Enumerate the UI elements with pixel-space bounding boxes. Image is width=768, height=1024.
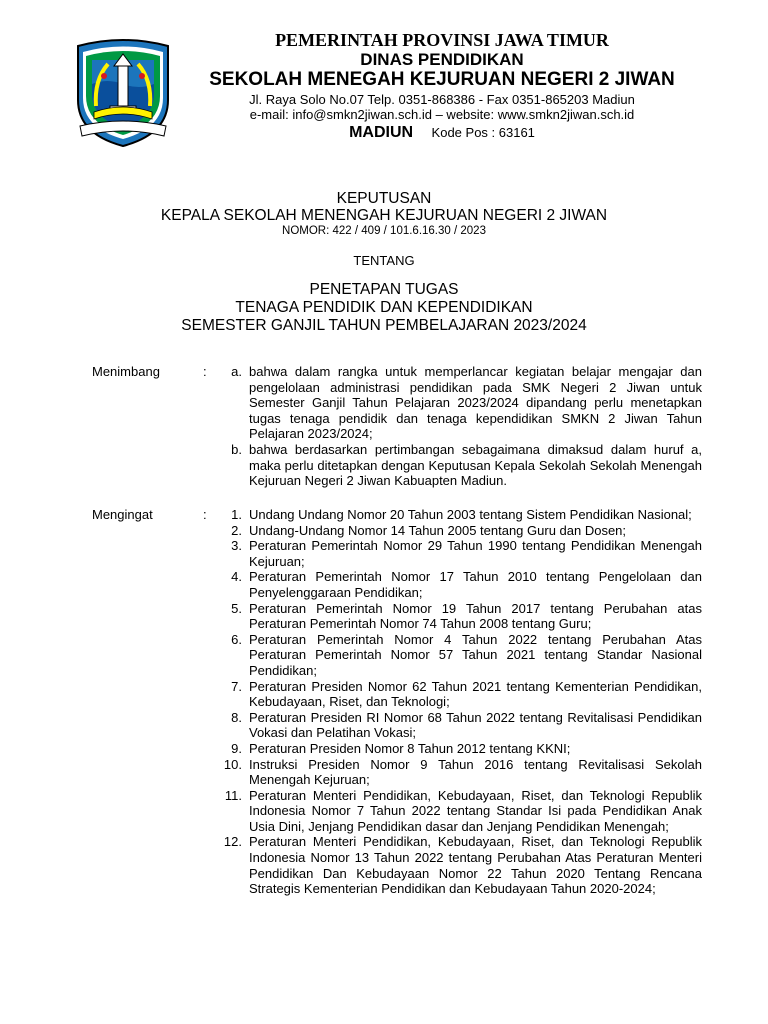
list-item-text: Peraturan Pemerintah Nomor 4 Tahun 2022 tentang Perubahan Atas Peraturan Pemerintah Nomor 57 Tahun 2021 tentang Standar Nasional Pendidikan;: [249, 631, 702, 678]
list-item-text: Instruksi Presiden Nomor 9 Tahun 2016 tentang Revitalisasi Sekolah Menengah Kejuruan;: [249, 756, 702, 788]
decree-issuer: KEPALA SEKOLAH MENENGAH KEJURUAN NEGERI 2 JIWAN: [160, 207, 608, 224]
decree-title: KEPUTUSAN: [336, 190, 432, 207]
list-item-marker: 11.: [224, 787, 242, 803]
decree-subject-line-1: PENETAPAN TUGAS: [309, 281, 459, 298]
letterhead-address: Jl. Raya Solo No.07 Telp. 0351-868386 - Fax 0351-865203 Madiun: [249, 92, 635, 107]
list-item-marker: a.: [231, 364, 242, 379]
letterhead-contact: e-mail: info@smkn2jiwan.sch.id – website: www.smkn2jiwan.sch.id: [249, 107, 635, 122]
list-item-text: Peraturan Pemerintah Nomor 29 Tahun 1990 tentang Pendidikan Menengah Kejuruan;: [249, 538, 702, 569]
list-item-marker: 3.: [231, 538, 242, 554]
list-item-marker: 10.: [223, 756, 242, 772]
letterhead-government: PEMERINTAH PROVINSI JAWA TIMUR: [275, 30, 609, 50]
list-item-text: Peraturan Presiden Nomor 62 Tahun 2021 tentang Kementerian Pendidikan, Kebudayaan, Riset, dan Teknologi;: [249, 678, 702, 710]
letterhead-school-name: SEKOLAH MENEGAH KEJURUAN NEGERI 2 JIWAN: [209, 69, 675, 90]
list-item-marker: 7.: [231, 678, 242, 694]
list-item: [220, 523, 702, 539]
letterhead: [186, 30, 698, 142]
letterhead-department: DINAS PENDIDIKAN: [360, 50, 524, 69]
list-item-marker: 2.: [231, 522, 242, 538]
list-item-marker: b.: [231, 441, 242, 457]
letterhead-postal-code: Kode Pos : 63161: [431, 125, 535, 140]
list-item: [220, 788, 702, 835]
list-item: [220, 679, 702, 710]
list-item-text: Peraturan Pemerintah Nomor 17 Tahun 2010 tentang Pengelolaan dan Penyelenggaraan Pendidikan;: [249, 569, 702, 600]
list-item-text: Peraturan Presiden RI Nomor 68 Tahun 2022 tentang Revitalisasi Pendidikan Vokasi dan Pelatihan Vokasi;: [249, 709, 702, 741]
list-item-marker: 5.: [231, 600, 242, 616]
list-item: [220, 632, 702, 679]
list-item: [220, 757, 702, 788]
list-item-marker: 6.: [231, 631, 242, 647]
decree-subject-line-3: SEMESTER GANJIL TAHUN PEMBELAJARAN 2023/2024: [181, 317, 587, 334]
list-item-marker: 1.: [231, 507, 242, 522]
decree-subject-line-2: TENAGA PENDIDIK DAN KEPENDIDIKAN: [235, 299, 533, 316]
list-item-text: Peraturan Presiden Nomor 8 Tahun 2012 tentang KKNI;: [249, 740, 571, 756]
mengingat-label: Mengingat: [92, 507, 153, 522]
list-item-text: Undang Undang Nomor 20 Tahun 2003 tentang Sistem Pendidikan Nasional;: [249, 507, 692, 522]
list-item-marker: 4.: [231, 569, 242, 585]
mengingat-list: [220, 507, 702, 897]
list-item: [220, 741, 702, 757]
list-item: [220, 364, 702, 442]
menimbang-colon: :: [203, 364, 207, 379]
menimbang-list: [220, 364, 702, 489]
list-item-text: bahwa dalam rangka untuk memperlancar kegiatan belajar mengajar dan pengelolaan administrasi pendidikan pada SMK Negeri 2 Jiwan untuk Semester Ganjil Tahun Pelajaran 2023/2024 dipandang perlu menetapkan tugas tenaga pendidik dan tenaga kependidikan SMKN 2 Jiwan Tahun Pelajaran 2023/2024;: [249, 364, 702, 442]
list-item-marker: 12.: [223, 834, 242, 850]
list-item-text: Peraturan Menteri Pendidikan, Kebudayaan, Riset, dan Teknologi Republik Indonesia Nomor 7 Tahun 2022 tentang Standar Isi pada Pendidikan Anak Usia Dini, Jenjang Pendidikan dasar dan Jenjang Pendidikan Menengah;: [249, 787, 702, 834]
list-item-text: Undang-Undang Nomor 14 Tahun 2005 tentang Guru dan Dosen;: [249, 522, 627, 538]
list-item-text: Peraturan Pemerintah Nomor 19 Tahun 2017 tentang Perubahan atas Peraturan Pemerintah Nomor 74 Tahun 2008 tentang Guru;: [249, 600, 702, 632]
list-item: [220, 538, 702, 569]
list-item: [220, 507, 702, 523]
decree-about-label: TENTANG: [353, 253, 415, 268]
list-item-text: bahwa berdasarkan pertimbangan sebagaimana dimaksud dalam huruf a, maka perlu ditetapkan dengan Keputusan Kepala Sekolah Sekolah Menengah Kejuruan Negeri 2 Jiwan Kabuapten Madiun.: [249, 441, 702, 489]
list-item: [220, 710, 702, 741]
list-item: [220, 442, 702, 489]
menimbang-label: Menimbang: [92, 364, 160, 379]
letterhead-city: MADIUN: [349, 124, 414, 141]
list-item-text: Peraturan Menteri Pendidikan, Kebudayaan, Riset, dan Teknologi Republik Indonesia Nomor 13 Tahun 2022 tentang Perubahan Atas Peraturan Menteri Pendidikan Dan Kebudayaan Nomor 22 Tahun 2020 Tentang Rencana Strategis Kementerian Pendidikan dan Kebudayaan Tahun 2020-2024;: [249, 834, 702, 897]
list-item: [220, 601, 702, 632]
list-item: [220, 569, 702, 600]
decree-number: NOMOR: 422 / 409 / 101.6.16.30 / 2023: [282, 225, 486, 237]
mengingat-colon: :: [203, 507, 207, 522]
jawa-timur-coat-of-arms-logo: [74, 36, 172, 148]
letterhead-city-line: [186, 124, 698, 142]
list-item: [220, 834, 702, 896]
list-item-marker: 9.: [231, 740, 242, 756]
list-item-marker: 8.: [231, 709, 242, 725]
